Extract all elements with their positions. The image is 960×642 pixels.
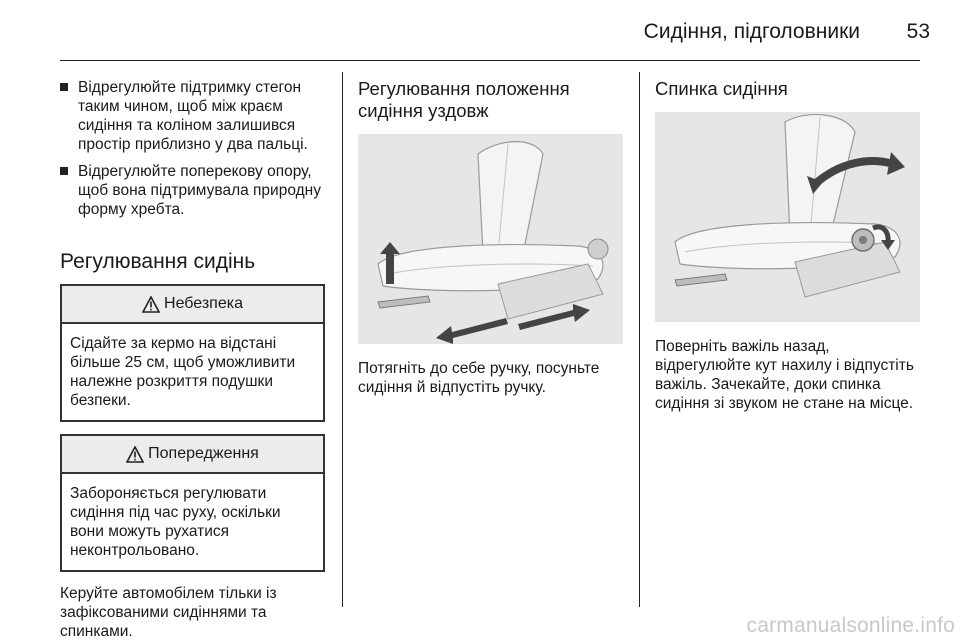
warning-triangle-icon bbox=[126, 446, 144, 463]
column-divider-2 bbox=[639, 72, 640, 607]
column-1 bbox=[60, 78, 325, 641]
seat-slide-illustration bbox=[358, 134, 623, 344]
seatback-drawing bbox=[655, 112, 920, 322]
watermark-text: carmanualsonline.info bbox=[746, 614, 955, 637]
bullet-text: Відрегулюйте поперекову опору, щоб вона підтримувала природну форму хребта. bbox=[78, 163, 321, 218]
seatback-illustration bbox=[655, 112, 920, 322]
danger-box-text: Сідайте за кермо на відстані більше 25 см, щоб уможливити належне розкриття подушки безпеки. bbox=[70, 335, 296, 409]
seat-position-heading: Регулювання положення сидіння уздовж bbox=[358, 78, 570, 121]
warning-box-title: Попередження bbox=[148, 445, 259, 462]
danger-box-header bbox=[62, 286, 323, 324]
list-item bbox=[60, 78, 325, 154]
seat-slide-drawing bbox=[358, 134, 623, 344]
warning-triangle-icon bbox=[142, 296, 160, 313]
column-divider-1 bbox=[342, 72, 343, 607]
section-heading: Регулювання сидінь bbox=[60, 250, 256, 273]
page-header-title: Сидіння, підголовники bbox=[643, 20, 860, 43]
seatback-heading: Спинка сидіння bbox=[655, 78, 788, 99]
closing-paragraph: Керуйте автомобілем тільки із зафіксованими сидіннями та спинками. bbox=[60, 585, 277, 640]
list-item bbox=[60, 162, 325, 219]
page-number: 53 bbox=[906, 20, 930, 43]
bullet-text: Відрегулюйте підтримку стегон таким чином, щоб між краєм сидіння та коліном залишився простір приблизно у два пальці. bbox=[78, 79, 308, 153]
column-2 bbox=[358, 78, 628, 397]
seatback-caption: Поверніть важіль назад, відрегулюйте кут нахилу і відпустіть важіль. Зачекайте, доки спинка сидіння зі звуком не стане на місце. bbox=[655, 338, 914, 412]
bullet-list bbox=[60, 78, 325, 219]
warning-box bbox=[60, 434, 325, 572]
bullet-square-icon bbox=[60, 83, 68, 91]
danger-box-title: Небезпека bbox=[164, 295, 243, 312]
warning-box-text: Забороняється регулювати сидіння під час руху, оскільки вони можуть рухатися неконтрольовано. bbox=[70, 485, 281, 559]
seat-position-caption: Потягніть до себе ручку, посуньте сидіння й відпустіть ручку. bbox=[358, 360, 600, 396]
header-divider bbox=[60, 60, 920, 61]
danger-box bbox=[60, 284, 325, 422]
bullet-square-icon bbox=[60, 167, 68, 175]
column-3 bbox=[655, 78, 925, 413]
warning-box-header bbox=[62, 436, 323, 474]
